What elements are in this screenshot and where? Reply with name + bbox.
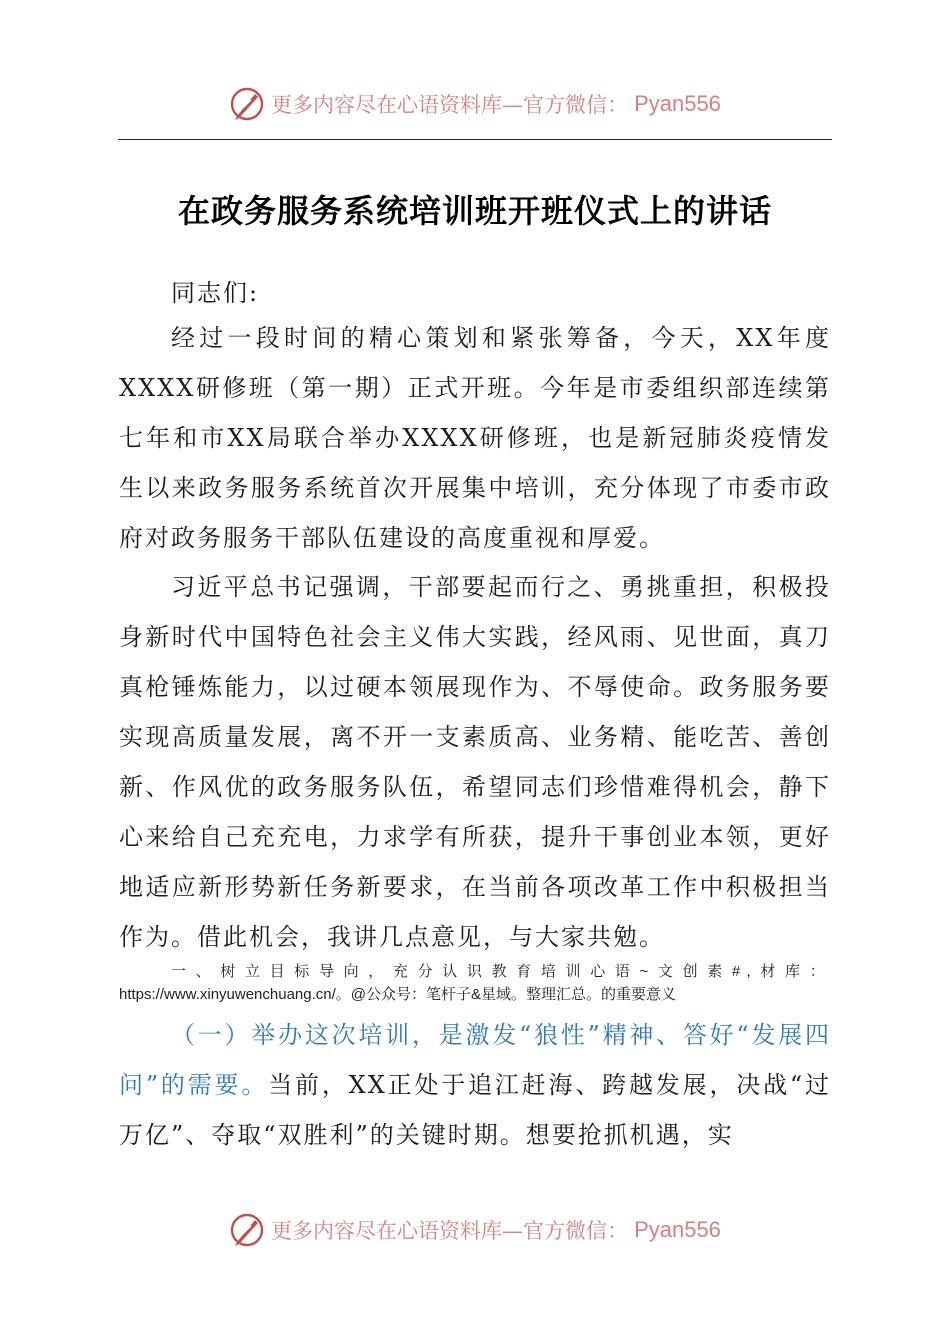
header-divider (118, 139, 832, 140)
page-footer (0, 1210, 950, 1250)
section-heading-text: 一、树立目标导向，充分认识教育培训心语~文创素#,材库： (171, 963, 831, 980)
document-title: 在政务服务系统培训班开班仪式上的讲话 (177, 192, 772, 230)
quill-pen-logo-icon (229, 1212, 265, 1248)
footer-brand (229, 1212, 721, 1248)
paragraph-2: 习近平总书记强调，干部要起而行之、勇挑重担，积极投身新时代中国特色社会主义伟大实践，经风雨、见世面，真刀真枪锤炼能力，以过硬本领展现作为、不辱使命。政务服务要实现高质量发展，离不开一支素质高、业务精、能吃苦、善创新、作风优的政务服务队伍，希望同志们珍惜难得机会，静下心来给自己充充电，力求学有所获，提升干事创业本领，更好地适应新形势新任务新要求，在当前各项改革工作中积极担当作为。借此机会，我讲几点意见，与大家共勉。 (119, 573, 831, 951)
section-heading-suffix: 。@公众号：笔杆子&星域。整理汇总。的重要意义 (335, 986, 677, 1003)
paragraph-1: 经过一段时间的精心策划和紧张筹备，今天，XX年度XXXX研修班（第一期）正式开班。今年是市委组织部连续第七年和市XX局联合举办XXXX研修班，也是新冠肺炎疫情发生以来政务服务系统首次开展集中培训，充分体现了市委市政府对政务服务干部队伍建设的高度重视和厚爱。 (119, 324, 831, 552)
subheading-1: （一）举办这次培训，是激发“狼性”精神、答好“发展四问”的需要。 (119, 1021, 831, 1099)
footer-account: Pyan556 (634, 1217, 721, 1242)
footer-brand-text: 更多内容尽在心语资料库—官方微信： (271, 1219, 629, 1243)
salutation: 同志们: (171, 279, 260, 307)
paragraph-3 (119, 1010, 831, 1160)
header-brand (229, 86, 721, 122)
quill-pen-logo-icon (229, 86, 265, 122)
section-heading-url[interactable]: https://www.xinyuwenchuang.cn/ (119, 986, 336, 1003)
page-header (0, 84, 950, 124)
section-heading-1 (119, 960, 831, 1006)
paragraph-3-text: 当前，XX正处于追江赶海、跨越发展，决战“过万亿”、夺取“双胜利”的关键时期。想要抢抓机遇，实 (119, 1071, 831, 1149)
header-brand-text: 更多内容尽在心语资料库—官方微信： (271, 93, 629, 117)
header-account: Pyan556 (634, 91, 721, 116)
